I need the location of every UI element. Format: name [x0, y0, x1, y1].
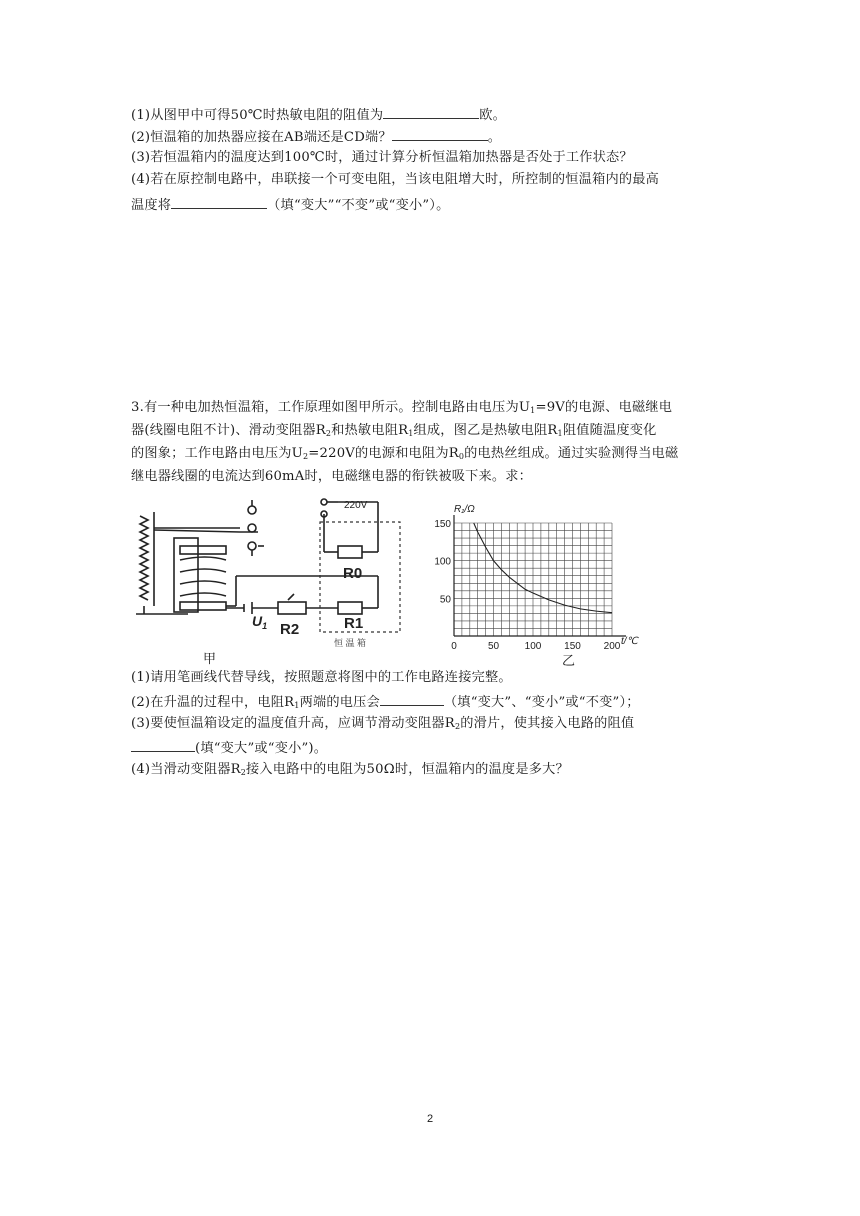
- x-axis-label: t/℃: [621, 636, 638, 647]
- y-tick-label: 50: [439, 594, 451, 606]
- q3-part1: (1)请用笔画线代替导线，按照题意将图中的工作电路连接完整。: [131, 670, 512, 685]
- q3-part3-line2: (填“变大”或“变小”)。: [131, 737, 327, 759]
- answer-blank[interactable]: [131, 737, 195, 752]
- q3-part2: (2)在升温的过程中，电阻$R_1$两端的电压会 （填“变大”、“变小”或“不变”）；: [131, 691, 640, 716]
- q3-intro-line2: 器(线圈电阻不计)、滑动变阻器$R_2$和热敏电阻$R_1$组成，图乙是热敏电阻$R_1$阻值随温度变化: [131, 423, 657, 438]
- u1-label: $U_1$: [252, 613, 268, 631]
- q2-part3: (3)若恒温箱内的温度达到100℃时，通过计算分析恒温箱加热器是否处于工作状态？: [131, 150, 633, 165]
- r1-label: R1: [344, 615, 364, 632]
- q3-intro-line1: 3.有一种电加热恒温箱，工作原理如图甲所示。控制电路由电压为$U_1=9V$的电源、电磁继电: [131, 400, 673, 415]
- resistance-temperature-chart: [424, 500, 650, 670]
- figure-caption-yi: 乙: [562, 654, 576, 669]
- y-tick-label: 100: [434, 556, 451, 568]
- page-number: 2: [426, 1113, 434, 1125]
- r2-label: R2: [280, 621, 300, 638]
- circuit-diagram: [128, 494, 414, 654]
- x-tick-label: 200: [603, 641, 621, 652]
- incubator-label: 恒 温 箱: [334, 638, 367, 648]
- answer-blank[interactable]: [171, 194, 267, 209]
- figure-caption-jia: 甲: [203, 652, 217, 667]
- x-tick-label: 50: [487, 641, 500, 652]
- answer-blank[interactable]: [383, 104, 479, 119]
- q3-intro-line3: 的图象；工作电路由电压为$U_2=220V$的电源和电阻为$R_0$的电热丝组成。通过实验测得当电磁: [131, 446, 679, 461]
- r0-label: R0: [343, 565, 363, 582]
- x-tick-label: 100: [524, 641, 542, 652]
- q2-part2: (2)恒温箱的加热器应接在AB端还是CD端？ 。: [131, 126, 501, 148]
- q2-part4-line2: 温度将 （填“变大”“不变”或“变小”）。: [131, 194, 450, 216]
- q3-intro-line4: 继电器线圈的电流达到60mA时，电磁继电器的衔铁被吸下来。求：: [131, 469, 533, 484]
- chart-grid: [454, 523, 612, 636]
- y-axis-label: R₁/Ω: [454, 504, 475, 515]
- voltage-label: 220V: [344, 500, 368, 511]
- q2-part1: (1)从图甲中可得50℃时热敏电阻的阻值为 欧。: [131, 104, 506, 126]
- answer-blank[interactable]: [380, 691, 444, 706]
- q2-part4-line1: (4)若在原控制电路中，串联接一个可变电阻，当该电阻增大时，所控制的恒温箱内的最高: [131, 172, 660, 187]
- answer-blank[interactable]: [392, 126, 488, 141]
- resistance-curve: [474, 523, 612, 613]
- x-tick-label: 150: [564, 641, 581, 652]
- y-tick-label: 150: [434, 519, 451, 530]
- q3-part4: (4)当滑动变阻器$R_2$接入电路中的电阻为50Ω时，恒温箱内的温度是多大？: [131, 762, 569, 777]
- x-tick-label: 0: [451, 641, 457, 652]
- q3-part3-line1: (3)要使恒温箱设定的温度值升高，应调节滑动变阻器$R_2$的滑片，使其接入电路的阻值: [131, 716, 635, 731]
